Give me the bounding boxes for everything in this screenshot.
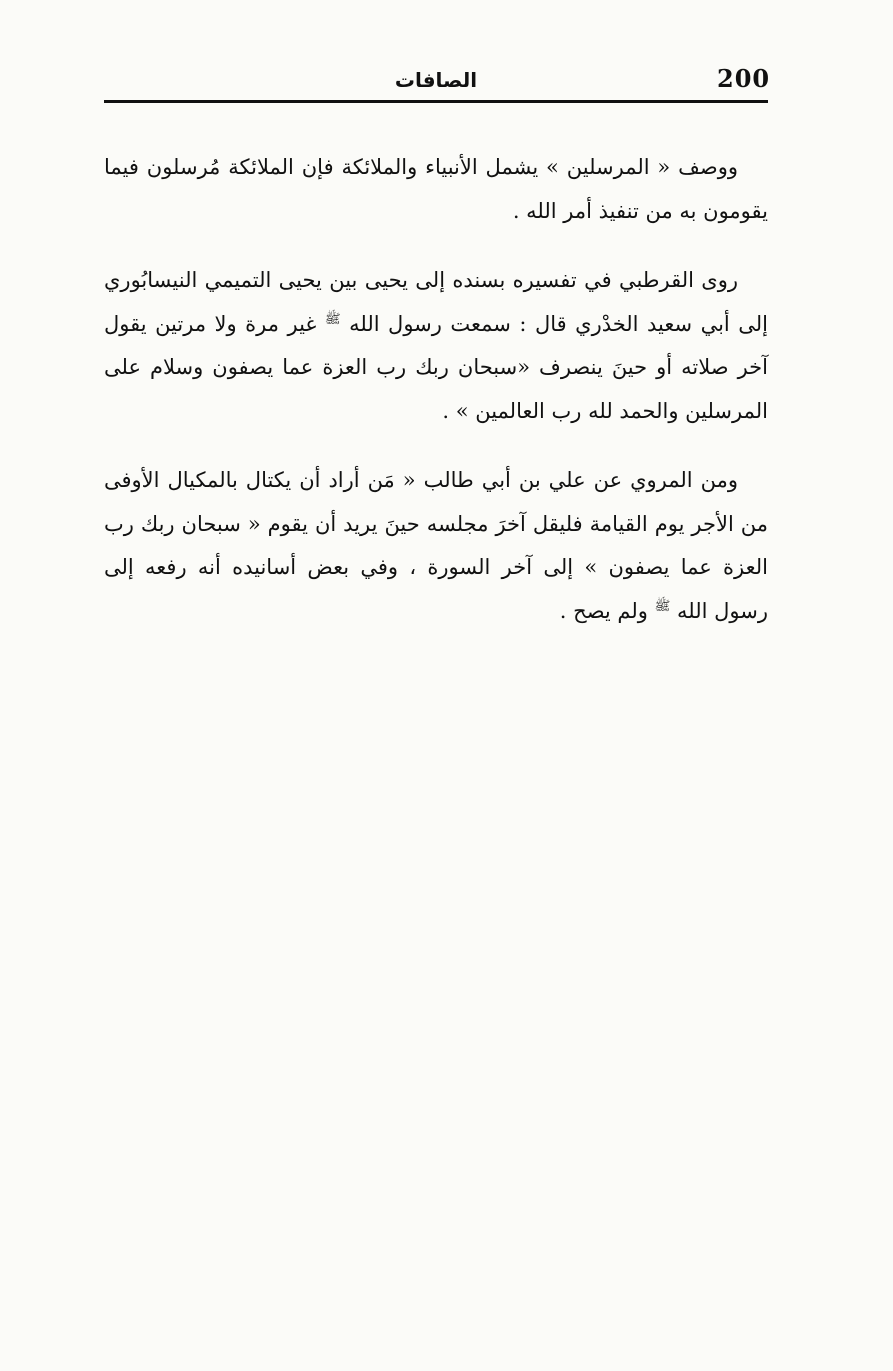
- salawat-symbol: ﷺ: [324, 311, 341, 327]
- paragraph-2-text-2: غير مرة ولا مرتين يقول آخر صلاته أو حينَ ينصرف «سبحان ربك رب العزة عما يصفون وسلام على المرسلين والحمد لله رب العالمين » .: [104, 311, 768, 423]
- running-title: الصافات: [394, 68, 478, 92]
- page-header: [104, 60, 771, 104]
- header-rule: [104, 100, 768, 103]
- body-text: [104, 146, 768, 659]
- paragraph-1-text: ووصف « المرسلين » يشمل الأنبياء والملائكة فإن الملائكة مُرسلون فيما يقومون به من تنفيذ أمر الله .: [104, 155, 768, 223]
- page-number: 200: [717, 64, 771, 93]
- salawat-symbol: ﷺ: [654, 598, 671, 614]
- paragraph-2-text-1: روى القرطبي في تفسيره بسنده إلى يحيى بين يحيى التميمي النيسابُوري إلى أبي سعيد الخدْري قال : سمعت رسول الله: [104, 268, 768, 336]
- paragraph-3: [104, 459, 768, 633]
- paragraph-2: [104, 259, 768, 433]
- paragraph-1: [104, 146, 768, 233]
- paragraph-3-text-2: ولم يصح .: [559, 598, 648, 623]
- paragraph-3-text-1: ومن المروي عن علي بن أبي طالب « مَن أراد أن يكتال بالمكيال الأوفى من الأجر يوم القيامة فليقل آخرَ مجلسه حينَ يريد أن يقوم « سبحان ربك رب العزة عما يصفون » إلى آخر السورة ، وفي بعض أسانيده أنه رفعه إلى رسول الله: [104, 468, 768, 623]
